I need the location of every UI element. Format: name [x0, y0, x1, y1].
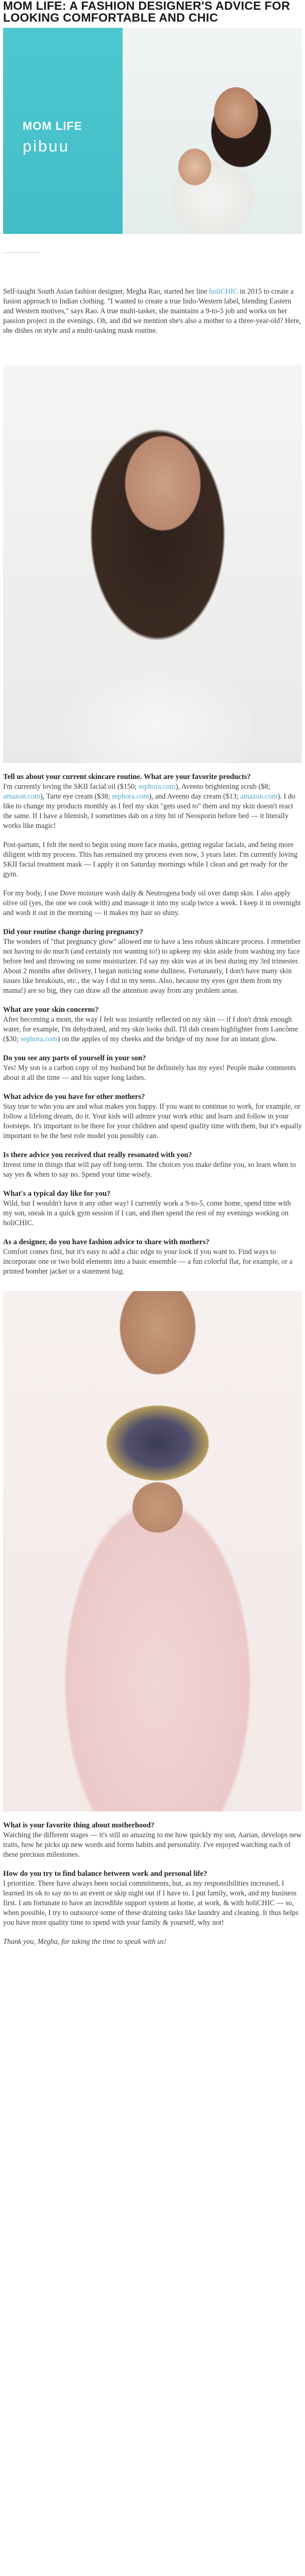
qa-son [3, 1054, 302, 1083]
qa-advice-mothers [3, 1092, 302, 1141]
qa-skin-concerns [3, 1005, 302, 1044]
answer-paragraph: Watching the different stages — it's still so amazing to me how quickly my son, Aarian, develops new traits, how he picks up new words and forms habits and personality. I've enjoyed watching each of these precious milestones. [3, 1831, 302, 1859]
answer-text: ). I do like to change my products monthly as I feel my skin "gets used to" them and my skin doesn't react the same. If I have a blemish, I sometimes dab on a tiny bit of Neosporin before bed — it literally works like magic! [3, 792, 295, 830]
answer-text: ), and Aveeno day cream ($13; [149, 792, 241, 801]
closing-thanks: Thank you, Megha, for taking the time to speak with us! [3, 1938, 166, 1946]
mother-child-photo [123, 28, 302, 234]
answer-paragraph: Post-partum, I felt the need to begin using more face masks, getting regular facials, and being more diligent with my process. This has remained my process even now, 3 years later. I'm currently loving SKII facial treatment mask — I apply it on Saturday mornings while I clean and get ready for the gym. [3, 841, 298, 878]
answer-text: After becoming a mom, the way I felt was instantly reflected on my skin — if I don't drink enough water, for example, I'm dehydrated, and my skin looks dull. I'll dab cream highlighter from Lancôme ($30; [3, 1015, 298, 1043]
answer-paragraph: Invest time in things that will pay off long-term. The choices you make define you, so learn when to say yes & when to say no. Spend your time wisely. [3, 1161, 296, 1179]
question-heading: What are your skin concerns? [3, 1006, 99, 1014]
answer-paragraph: I prioritize. There have always been social commitments, but, as my responsibilities increased, I learned its ok to say no to an event or skip night out if I have to. I put family, work, and my business first. I am fortunate to have an incredible support system at home, at work, & with holiCHIC — so, when possible, I try to outsource some of these draining tasks like laundry and cleaning. It thus helps you have more quality time to spend with your family & yourself, why not! [3, 1879, 299, 1927]
qa-skincare [3, 772, 302, 918]
intro-text: Self-taught South Asian fashion designer, Megha Rao, started her line [3, 287, 209, 296]
question-heading: Do you see any parts of yourself in your son? [3, 1054, 146, 1062]
qa-motherhood [3, 1821, 302, 1860]
hero-brand-logo: pibuu [23, 137, 70, 155]
qa-advice-received [3, 1150, 302, 1180]
sephora-link[interactable]: sephora.com [112, 792, 149, 801]
divider [3, 252, 39, 253]
amazon-link[interactable]: amazon.com [240, 792, 278, 801]
answer-paragraph [3, 1015, 302, 1044]
question-heading: As a designer, do you have fashion advice to share with mothers? [3, 1238, 210, 1246]
answer-paragraph: Stay true to who you are and what makes you happy. If you want to continue to work, for example, or follow a lifelong dream, do it. Your kids will admire your work ethic and learn and follow in your footsteps. It's important to be there for your children and spend quality time with them, but it's equally important to be the best role model you possibly can. [3, 1103, 302, 1140]
amazon-link[interactable]: amazon.com [3, 792, 41, 801]
qa-pregnancy [3, 927, 302, 996]
article-title: MOM LIFE: A FASHION DESIGNER'S ADVICE FOR LOOKING COMFORTABLE AND CHIC [3, 0, 291, 24]
hero-banner-image [3, 28, 302, 234]
qa-balance [3, 1869, 302, 1928]
holichic-link[interactable]: holiCHIC [209, 287, 238, 296]
answer-paragraph: The wonders of "that pregnancy glow" allowed me to have a less robust skincare process. I remember not having to do much (and certainly not wanting to!) to upkeep my skin aside from washing my face before bed and throwing on some moisturizer. I'd say my skin was at its best during my 3rd trimester. About 2 months after delivery, I began noticing some dullness. Fortunately, I don't have many skin issues like breakouts, etc., the way I did in my teens. Also, because my eyes (got them from my mama!) are so big, they can draw all the attention away from any problem areas. [3, 938, 301, 995]
answer-text: ), Aveeno brightening scrub ($8; [175, 783, 270, 791]
hero-teal-panel [3, 28, 123, 234]
question-heading: Did your routine change during pregnancy? [3, 928, 143, 936]
question-heading: Tell us about your current skincare routine. What are your favorite products? [3, 773, 251, 781]
answer-paragraph: Yes! My son is a carbon copy of my husband but he definitely has my eyes! People make comments about it all the time — and his super long lashes. [3, 1064, 296, 1082]
answer-text: ) on the apples of my cheeks and the bridge of my nose for an instant glow. [57, 1035, 278, 1043]
sephora-link[interactable]: sephora.com [20, 1035, 58, 1043]
qa-typical-day [3, 1189, 302, 1228]
question-heading: What advice do you have for other mothers? [3, 1093, 145, 1101]
answer-paragraph [3, 782, 302, 831]
question-heading: What is your favorite thing about motherhood? [3, 1821, 155, 1829]
sephora-link[interactable]: sephora.com [138, 783, 176, 791]
designer-outfit-photo [3, 1291, 302, 1811]
intro-paragraph [3, 287, 302, 336]
question-heading: What's a typical day like for you? [3, 1190, 111, 1198]
answer-paragraph: Wild, but I wouldn't have it any other way! I currently work a 9-to-5, come home, spend time with my son, sneak in a quick gym session if I can, and then spend the rest of my evenings working on holiCHIC. [3, 1199, 291, 1227]
answer-text: I'm currently loving the SKII facial oil ($150; [3, 783, 139, 791]
qa-fashion-advice [3, 1238, 302, 1277]
answer-text: ), Tarte eye cream ($38; [40, 792, 112, 801]
answer-paragraph: For my body, I use Dove moisture wash daily & Neutrogena body oil over damp skin. I also apply olive oil (yes, the one we cook with) and massage it into my scalp twice a week. I keep it in overnight and wash it out in the morning — it makes my hair so shiny. [3, 889, 301, 917]
question-heading: How do you try to find balance between work and personal life? [3, 1870, 207, 1878]
megha-rao-portrait [3, 365, 302, 763]
question-heading: Is there advice you received that really resonated with you? [3, 1151, 192, 1159]
answer-paragraph: Comfort comes first, but it's easy to add a chic edge to your look if you want to. Find ways to incorporate one or two bold elements into a basic ensemble — a fun colorful flat, for example, or a printed bomber jacket or a statement bag. [3, 1248, 293, 1276]
hero-kicker: MOM LIFE [23, 120, 82, 132]
intro-text: in 2015 to create a fusion approach to Indian clothing. "I wanted to create a true Indo-Western label, blending Eastern and Western motives," says Rao. A true multi-tasker, she maintains a 9-to-5 job and works on her passion project in the evenings. Oh, and did we mention she's also a mother to a three-year-old? Here, she dishes on style and a multi-tasking mask routine. [3, 287, 301, 335]
